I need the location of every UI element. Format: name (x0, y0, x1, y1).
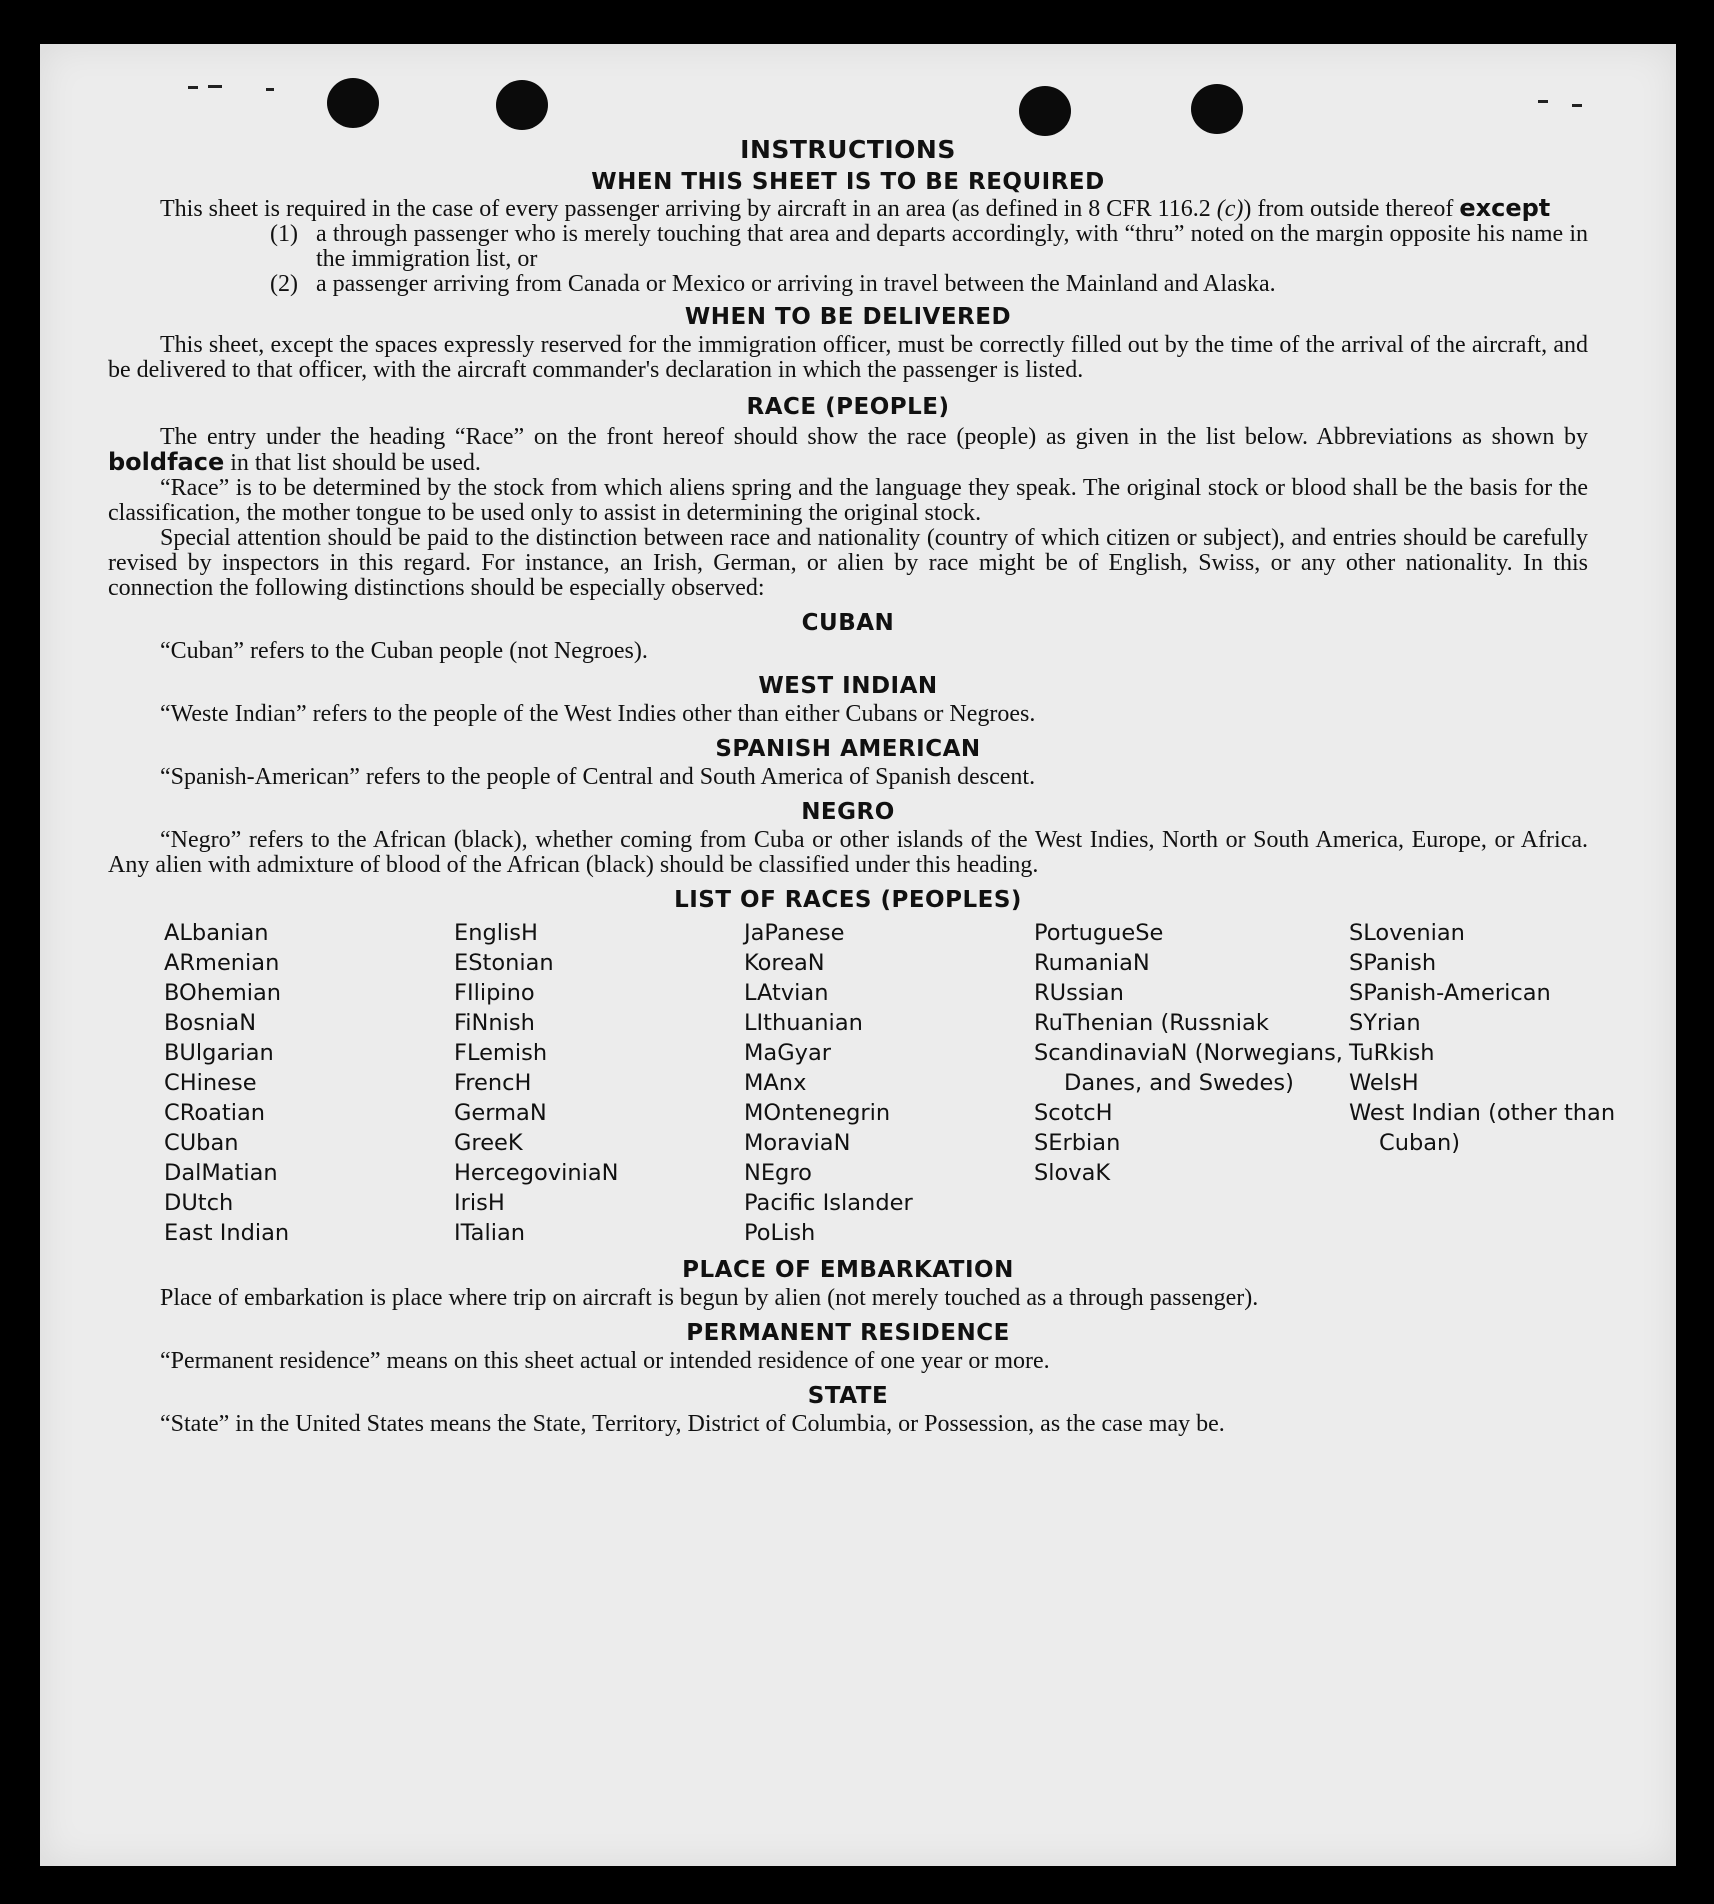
race-item: CUban (164, 1130, 239, 1156)
instructions-content (108, 135, 1616, 1437)
race-paragraph-3: Special attention should be paid to the distinction between race and nationality (country of which citizen or subject), and entries should be carefully revised by inspectors in this regard. For instance, an Irish, German, or alien by race might be of English, Swiss, or any other nationality. In this connection the following distinctions should be especially observed: (108, 525, 1588, 601)
section-heading-required: WHEN THIS SHEET IS TO BE REQUIRED (591, 169, 1105, 195)
exception-item-2: (2) a passenger arriving from Canada or Mexico or arriving in travel between the Mainland and Alaska. (270, 271, 1276, 297)
race-item: RUssian (1034, 980, 1124, 1006)
punch-hole (1019, 86, 1071, 136)
scan-speck (1572, 104, 1582, 107)
embarkation-text: Place of embarkation is place where trip on aircraft is begun by alien (not merely touched as a through passenger). (160, 1285, 1259, 1311)
race-item: ITalian (454, 1220, 525, 1246)
race-item: DalMatian (164, 1160, 278, 1186)
race-item: MaGyar (744, 1040, 831, 1066)
race-item: Pacific Islander (744, 1190, 913, 1216)
punch-hole (327, 78, 379, 128)
race-item: PoLish (744, 1220, 816, 1246)
races-column-5 (1349, 918, 1629, 1248)
state-text: “State” in the United States means the State, Territory, District of Columbia, or Possession, as the case may be. (160, 1411, 1225, 1437)
race-item: HercegoviniaN (454, 1160, 619, 1186)
race-item: WelsH (1349, 1070, 1419, 1096)
section-heading-negro: NEGRO (801, 799, 895, 825)
race-item: MOntenegrin (744, 1100, 891, 1126)
race-item: ScotcH (1034, 1100, 1113, 1126)
race-item: CRoatian (164, 1100, 266, 1126)
race-item: GermaN (454, 1100, 547, 1126)
race-item: SPanish-American (1349, 980, 1551, 1006)
race-item: RumaniaN (1034, 950, 1150, 976)
race-item: CHinese (164, 1070, 257, 1096)
west-indian-text: “Weste Indian” refers to the people of the West Indies other than either Cubans or Negroes. (160, 701, 1036, 727)
race-item: LIthuanian (744, 1010, 863, 1036)
section-heading-west-indian: WEST INDIAN (758, 673, 938, 699)
race-item: EnglisH (454, 920, 538, 946)
page-title: INSTRUCTIONS (740, 135, 956, 164)
cuban-text: “Cuban” refers to the Cuban people (not Negroes). (160, 638, 648, 664)
scan-speck (188, 86, 198, 89)
race-item: GreeK (454, 1130, 523, 1156)
scan-speck (1538, 100, 1548, 103)
race-item: MAnx (744, 1070, 807, 1096)
race-item: SPanish (1349, 950, 1437, 976)
race-item: RuThenian (Russniak (1034, 1010, 1269, 1036)
race-paragraph-1: The entry under the heading “Race” on the front hereof should show the race (people) as given in the list below. Abbreviations as shown by boldface in that list should be used. (108, 424, 1588, 476)
race-item: PortugueSe (1034, 920, 1164, 946)
race-item: FIlipino (454, 980, 535, 1006)
race-item: ScandinaviaN (Norwegians, Danes, and Swedes) (1034, 1040, 1343, 1096)
punch-hole (496, 80, 548, 130)
race-item: SErbian (1034, 1130, 1121, 1156)
race-item: FiNnish (454, 1010, 535, 1036)
section-heading-cuban: CUBAN (801, 610, 895, 636)
race-item: JaPanese (744, 920, 845, 946)
races-column-2 (454, 918, 744, 1248)
race-item: ALbanian (164, 920, 269, 946)
document-sheet (40, 44, 1676, 1866)
race-item: SlovaK (1034, 1160, 1111, 1186)
race-item: IrisH (454, 1190, 505, 1216)
races-column-4 (1034, 918, 1349, 1248)
section-heading-embarkation: PLACE OF EMBARKATION (682, 1257, 1014, 1283)
section-heading-spanish-american: SPANISH AMERICAN (715, 736, 981, 762)
race-item: East Indian (164, 1220, 290, 1246)
race-paragraph-2: “Race” is to be determined by the stock from which aliens spring and the language they speak. The original stock or blood shall be the basis for the classification, the mother tongue to be used only to assist in determining the original stock. (108, 475, 1588, 526)
race-item: TuRkish (1349, 1040, 1435, 1066)
race-item: FLemish (454, 1040, 548, 1066)
race-item: EStonian (454, 950, 554, 976)
required-intro: This sheet is required in the case of every passenger arriving by aircraft in an area (as defined in 8 CFR 116.2 (c)) from outside thereof except (160, 194, 1551, 222)
race-item: NEgro (744, 1160, 812, 1186)
punch-hole (1191, 84, 1243, 134)
race-item: MoraviaN (744, 1130, 851, 1156)
exception-item-1: (1) a through passenger who is merely touching that area and departs accordingly, with “thru” noted on the margin opposite his name in the immigration list, or (270, 221, 1588, 272)
negro-text: “Negro” refers to the African (black), whether coming from Cuba or other islands of the West Indies, North or South America, Europe, or Africa. Any alien with admixture of blood of the African (black) should be classified under this heading. (108, 827, 1588, 878)
race-item: FrencH (454, 1070, 532, 1096)
race-item: BosniaN (164, 1010, 257, 1036)
section-heading-races-list: LIST OF RACES (PEOPLES) (674, 887, 1022, 913)
scan-speck (266, 88, 274, 91)
race-item: DUtch (164, 1190, 234, 1216)
race-item: West Indian (other than Cuban) (1349, 1100, 1616, 1156)
section-heading-delivered: WHEN TO BE DELIVERED (684, 304, 1012, 330)
residence-text: “Permanent residence” means on this sheet actual or intended residence of one year or more. (160, 1348, 1050, 1374)
delivered-text: This sheet, except the spaces expressly reserved for the immigration officer, must be correctly filled out by the time of the arrival of the aircraft, and be delivered to that officer, with the aircraft commander's declaration in which the passenger is listed. (108, 332, 1588, 383)
section-heading-state: STATE (807, 1383, 889, 1409)
races-column-1 (164, 918, 454, 1248)
race-item: ARmenian (164, 950, 280, 976)
section-heading-race: RACE (PEOPLE) (746, 394, 950, 420)
scan-speck (208, 85, 222, 88)
races-list (164, 918, 1616, 1248)
race-item: SLovenian (1349, 920, 1465, 946)
race-item: BUlgarian (164, 1040, 274, 1066)
races-column-3 (744, 918, 1034, 1248)
spanish-american-text: “Spanish-American” refers to the people of Central and South America of Spanish descent. (160, 764, 1036, 790)
race-item: SYrian (1349, 1010, 1421, 1036)
race-item: BOhemian (164, 980, 282, 1006)
race-item: LAtvian (744, 980, 829, 1006)
section-heading-residence: PERMANENT RESIDENCE (686, 1320, 1010, 1346)
race-item: KoreaN (744, 950, 825, 976)
